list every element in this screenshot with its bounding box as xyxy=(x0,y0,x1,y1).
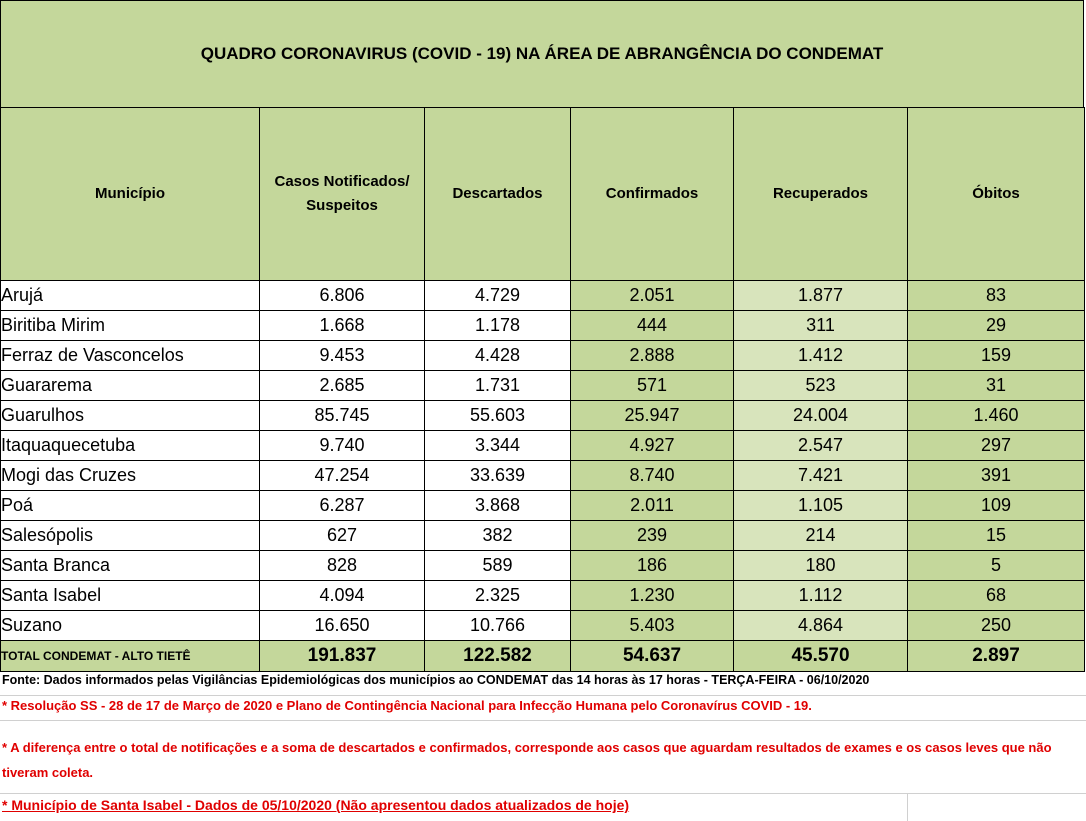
cell-notificados: 47.254 xyxy=(260,461,425,491)
cell-recuperados: 523 xyxy=(734,371,908,401)
cell-obitos: 1.460 xyxy=(908,401,1085,431)
cell-municipio: Guararema xyxy=(1,371,260,401)
table-row xyxy=(1,281,1085,311)
cell-confirmados: 2.011 xyxy=(571,491,734,521)
table-row xyxy=(1,491,1085,521)
cell-obitos: 31 xyxy=(908,371,1085,401)
divider xyxy=(0,720,1086,721)
total-descartados: 122.582 xyxy=(425,641,571,672)
header-confirmados: Confirmados xyxy=(571,108,734,281)
santa-isabel-note: * Município de Santa Isabel - Dados de 05/10/2020 (Não apresentou dados atualizados de hoje) xyxy=(2,797,630,813)
total-label: TOTAL CONDEMAT - ALTO TIETÊ xyxy=(1,641,260,672)
cell-obitos: 297 xyxy=(908,431,1085,461)
header-descartados: Descartados xyxy=(425,108,571,281)
cell-municipio: Ferraz de Vasconcelos xyxy=(1,341,260,371)
cell-municipio: Guarulhos xyxy=(1,401,260,431)
cell-notificados: 4.094 xyxy=(260,581,425,611)
cell-descartados: 33.639 xyxy=(425,461,571,491)
header-notificados-line2: Suspeitos xyxy=(306,197,378,214)
cell-notificados: 627 xyxy=(260,521,425,551)
cell-recuperados: 214 xyxy=(734,521,908,551)
header-row xyxy=(1,108,1085,281)
cell-descartados: 2.325 xyxy=(425,581,571,611)
cell-notificados: 1.668 xyxy=(260,311,425,341)
cell-confirmados: 444 xyxy=(571,311,734,341)
cell-descartados: 4.729 xyxy=(425,281,571,311)
cell-notificados: 85.745 xyxy=(260,401,425,431)
cell-notificados: 9.453 xyxy=(260,341,425,371)
total-obitos: 2.897 xyxy=(908,641,1085,672)
table-row xyxy=(1,611,1085,641)
header-recuperados: Recuperados xyxy=(734,108,908,281)
cell-descartados: 3.868 xyxy=(425,491,571,521)
cell-notificados: 16.650 xyxy=(260,611,425,641)
source-note: Fonte: Dados informados pelas Vigilâncias Epidemiológicas dos municípios ao CONDEMAT das 14 horas às 17 horas - TERÇA-FEIRA - 06/10/2020 xyxy=(2,673,870,687)
cell-obitos: 250 xyxy=(908,611,1085,641)
cell-obitos: 68 xyxy=(908,581,1085,611)
cell-descartados: 3.344 xyxy=(425,431,571,461)
cell-municipio: Biritiba Mirim xyxy=(1,311,260,341)
cell-divider xyxy=(907,793,908,821)
cell-recuperados: 180 xyxy=(734,551,908,581)
cell-confirmados: 8.740 xyxy=(571,461,734,491)
cell-municipio: Salesópolis xyxy=(1,521,260,551)
total-confirmados: 54.637 xyxy=(571,641,734,672)
cell-obitos: 15 xyxy=(908,521,1085,551)
cell-municipio: Mogi das Cruzes xyxy=(1,461,260,491)
cell-recuperados: 311 xyxy=(734,311,908,341)
cell-municipio: Suzano xyxy=(1,611,260,641)
cell-recuperados: 1.105 xyxy=(734,491,908,521)
cell-notificados: 2.685 xyxy=(260,371,425,401)
cell-recuperados: 2.547 xyxy=(734,431,908,461)
difference-note: * A diferença entre o total de notificações e a soma de descartados e confirmados, corresponde aos casos que aguardam resultados de exames e os casos leves que não tiveram coleta. xyxy=(2,740,1052,780)
header-obitos: Óbitos xyxy=(908,108,1085,281)
cell-recuperados: 1.112 xyxy=(734,581,908,611)
cell-obitos: 159 xyxy=(908,341,1085,371)
resolution-note: * Resolução SS - 28 de 17 de Março de 2020 e Plano de Contingência Nacional para Infecção Humana pelo Coronavírus COVID - 19. xyxy=(2,698,812,713)
cell-recuperados: 7.421 xyxy=(734,461,908,491)
cell-descartados: 10.766 xyxy=(425,611,571,641)
divider xyxy=(0,793,1086,794)
table-row xyxy=(1,341,1085,371)
cell-obitos: 109 xyxy=(908,491,1085,521)
table-row xyxy=(1,431,1085,461)
total-recuperados: 45.570 xyxy=(734,641,908,672)
cell-obitos: 29 xyxy=(908,311,1085,341)
cell-notificados: 6.806 xyxy=(260,281,425,311)
cell-descartados: 1.731 xyxy=(425,371,571,401)
table-row xyxy=(1,371,1085,401)
cell-confirmados: 5.403 xyxy=(571,611,734,641)
cell-recuperados: 1.877 xyxy=(734,281,908,311)
cell-recuperados: 1.412 xyxy=(734,341,908,371)
table-row xyxy=(1,401,1085,431)
report-title: QUADRO CORONAVIRUS (COVID - 19) NA ÁREA DE ABRANGÊNCIA DO CONDEMAT xyxy=(0,0,1084,108)
cell-municipio: Poá xyxy=(1,491,260,521)
table-row xyxy=(1,461,1085,491)
cell-confirmados: 2.051 xyxy=(571,281,734,311)
cell-municipio: Santa Isabel xyxy=(1,581,260,611)
table-row xyxy=(1,581,1085,611)
cell-obitos: 5 xyxy=(908,551,1085,581)
header-notificados-line1: Casos Notificados/ xyxy=(274,173,410,190)
cell-descartados: 589 xyxy=(425,551,571,581)
table-row xyxy=(1,551,1085,581)
covid-table xyxy=(0,107,1085,672)
cell-descartados: 55.603 xyxy=(425,401,571,431)
cell-obitos: 83 xyxy=(908,281,1085,311)
cell-recuperados: 24.004 xyxy=(734,401,908,431)
cell-descartados: 382 xyxy=(425,521,571,551)
cell-confirmados: 2.888 xyxy=(571,341,734,371)
table-body xyxy=(1,281,1085,641)
cell-confirmados: 1.230 xyxy=(571,581,734,611)
cell-confirmados: 571 xyxy=(571,371,734,401)
cell-confirmados: 239 xyxy=(571,521,734,551)
cell-notificados: 828 xyxy=(260,551,425,581)
divider xyxy=(0,695,1086,696)
cell-recuperados: 4.864 xyxy=(734,611,908,641)
cell-municipio: Santa Branca xyxy=(1,551,260,581)
total-row xyxy=(1,641,1085,672)
cell-municipio: Arujá xyxy=(1,281,260,311)
cell-notificados: 6.287 xyxy=(260,491,425,521)
cell-descartados: 1.178 xyxy=(425,311,571,341)
table-row xyxy=(1,521,1085,551)
header-municipio: Município xyxy=(1,108,260,281)
cell-obitos: 391 xyxy=(908,461,1085,491)
cell-notificados: 9.740 xyxy=(260,431,425,461)
cell-confirmados: 4.927 xyxy=(571,431,734,461)
cell-confirmados: 25.947 xyxy=(571,401,734,431)
table-row xyxy=(1,311,1085,341)
cell-confirmados: 186 xyxy=(571,551,734,581)
cell-descartados: 4.428 xyxy=(425,341,571,371)
total-notificados: 191.837 xyxy=(260,641,425,672)
cell-municipio: Itaquaquecetuba xyxy=(1,431,260,461)
header-notificados xyxy=(260,108,425,281)
